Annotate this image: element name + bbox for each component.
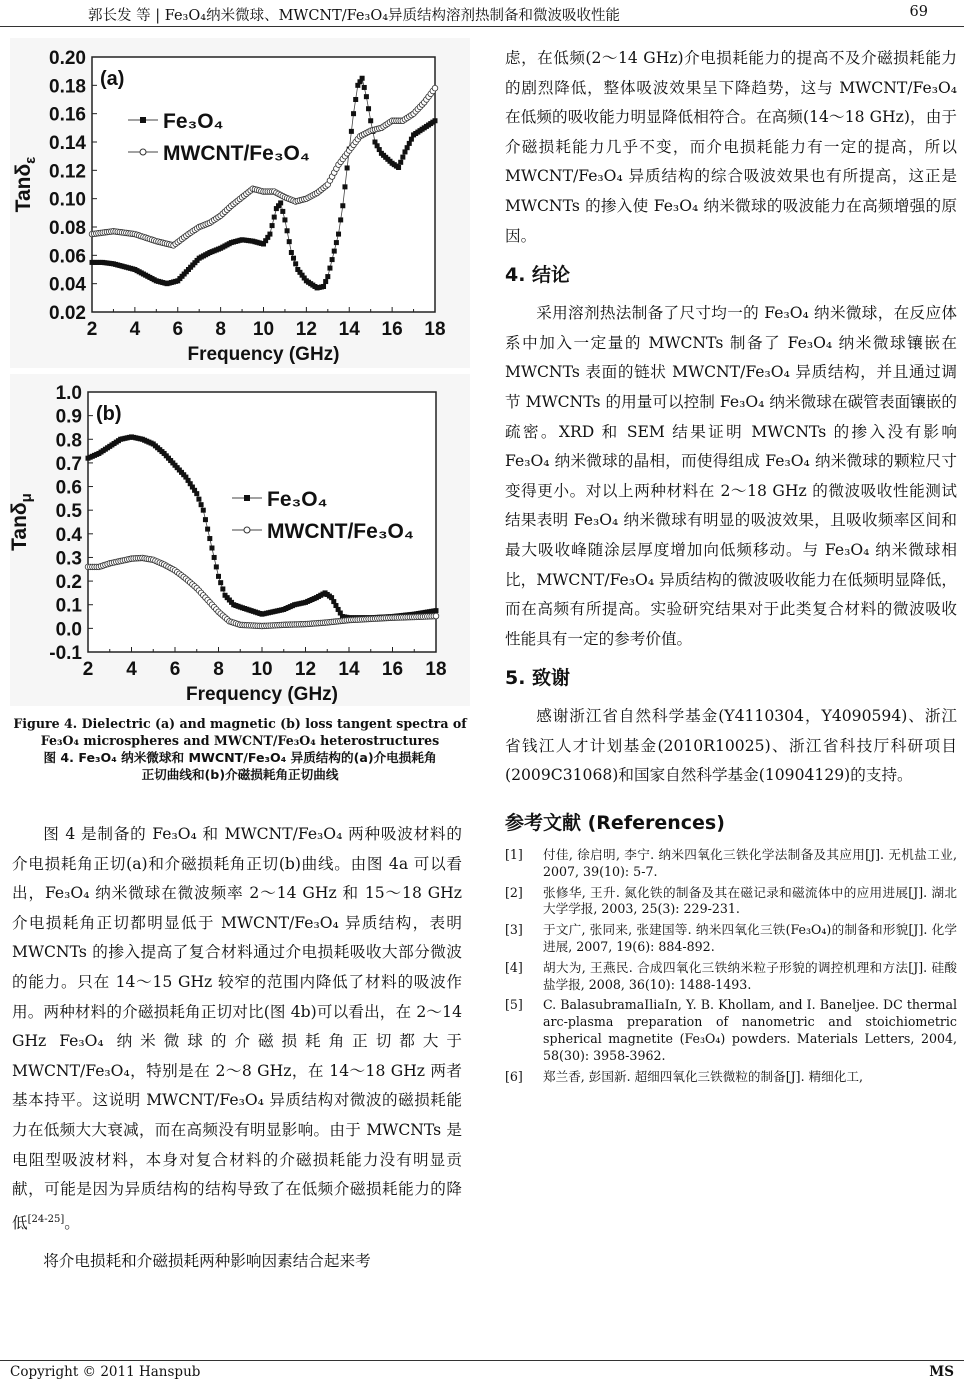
page-number: 69 <box>909 4 928 20</box>
fe3o4-data-point <box>433 118 438 123</box>
x-tick-label: 18 <box>424 319 446 340</box>
legend-circle-marker <box>244 527 250 533</box>
section-heading-references: 参考文献 (References) <box>505 812 725 835</box>
chart-dielectric-loss <box>10 38 470 368</box>
fe3o4-data-point <box>334 240 339 245</box>
paragraph: 虑，在低频(2～14 GHz)介电损耗能力的提高不及介磁损耗能力的剧烈降低，整体吸波效果呈下降趋势，这与 MWCNT/Fe₃O₄ 在低频的吸收能力明显降低相符合。在高频(14～18 GHz)，由于介磁损耗能力几乎不变，而介电损耗能力有一定的提高，所以 MWCNT/Fe₃O₄ 异质结构的综合吸波效果也有所提高，这正是 MWCNTs 的掺入使 Fe₃O₄ 纳米微球的吸波能力在高频增强的原因。 <box>505 49 957 245</box>
section-heading-conclusion: 4. 结论 <box>505 264 571 287</box>
legend-label: Fe₃O₄ <box>267 488 328 511</box>
fe3o4-data-point <box>336 232 341 237</box>
x-tick-label: 16 <box>381 659 404 680</box>
reference-item <box>505 960 957 994</box>
y-axis-label: Tanδ$_\varepsilon$ <box>12 156 39 213</box>
ref-text: 于文广, 张同来, 张建国等. 纳米四氧化三铁(Fe₃O₄)的制备和形貌[J]. 化学进展, 2007, 19(6): 884-892. <box>543 922 957 955</box>
y-tick-label: 0.10 <box>49 189 86 211</box>
x-tick-label: 10 <box>252 319 275 340</box>
fe3o4-data-point <box>201 508 206 513</box>
ref-number: [5] <box>505 997 523 1013</box>
fe3o4-data-point <box>366 106 371 111</box>
fe3o4-data-point <box>400 155 405 160</box>
fe3o4-data-point <box>338 217 343 222</box>
legend-label: MWCNT/Fe₃O₄ <box>267 520 414 543</box>
fe3o4-data-point <box>203 517 208 522</box>
fe3o4-data-point <box>212 555 217 560</box>
fe3o4-data-point <box>351 111 356 116</box>
fe3o4-data-point <box>349 129 354 134</box>
fe3o4-data-point <box>345 165 350 170</box>
y-tick-label: 0.06 <box>49 246 86 268</box>
legend-label: Fe₃O₄ <box>163 110 224 133</box>
fe3o4-data-point <box>220 586 225 591</box>
legend-square-marker <box>244 495 250 501</box>
paragraph: 采用溶剂热法制备了尺寸均一的 Fe₃O₄ 纳米微球，在反应体系中加入一定量的 MWCNTs 制备了 Fe₃O₄ 纳米微球镶嵌在 MWCNTs 表面的链状 MWCNT/Fe₃O₄ 异质结构，并且通过调节 MWCNTs 的用量可以控制 Fe₃O₄ 纳米微球在碳管表面镶嵌的疏密。XRD 和 SEM 结果证明 MWCNTs 的掺入没有影响 Fe₃O₄ 纳米微球的晶相，而使得组成 Fe₃O₄ 纳米微球的颗粒尺寸变得更小。对以上两种材料在 2～18 GHz 的微波吸收性能测试结果表明 Fe₃O₄ 纳米微球有明显的吸波效果，且吸收频率区间和最大吸收峰随涂层厚度增加向低频移动。与 Fe₃O₄ 纳米微球相比，MWCNT/Fe₃O₄ 异质结构的微波吸收能力在低频明显降低，而在高频有所提高。实验研究结果对于此类复合材料的微波吸收性能具有一定的参考价值。 <box>505 304 957 648</box>
paragraph <box>12 820 462 1239</box>
header-rule <box>0 26 964 27</box>
fe3o4-data-point <box>293 261 298 266</box>
fe3o4-data-point <box>289 250 294 255</box>
y-tick-label: 0.12 <box>49 161 86 183</box>
fe3o4-data-point <box>434 608 439 613</box>
fe3o4-data-point <box>323 279 328 284</box>
fe3o4-data-point <box>396 165 401 170</box>
y-axis-label-subscript: μ <box>18 493 35 503</box>
fe3o4-data-point <box>398 160 403 165</box>
left-column <box>12 820 462 1276</box>
x-axis-label: Frequency (GHz) <box>185 684 339 705</box>
y-axis-label: Tanδ$_\mu$ <box>10 493 35 551</box>
x-tick-label: 14 <box>338 659 360 680</box>
ref-number: [3] <box>505 922 523 938</box>
fe3o4-data-point <box>342 184 347 189</box>
fe3o4-data-point <box>285 228 290 233</box>
y-tick-label: 0.20 <box>49 48 86 69</box>
mwcnt-data-point <box>432 85 438 91</box>
y-tick-label: 0.4 <box>55 524 82 546</box>
paragraph-text: 图 4 是制备的 Fe₃O₄ 和 MWCNT/Fe₃O₄ 两种吸波材料的介电损耗角正切(a)和介磁损耗角正切(b)曲线。由图 4a 可以看出，Fe₃O₄ 纳米微球在微波频率 2～14 GHz 和 15～18 GHz 介电损耗角正切都明显低于 MWCNT/Fe₃O₄ 异质结构，表明 MWCNTs 的掺入提高了复合材料通过介电损耗吸收大部分微波的能力。只在 14～15 GHz 较窄的范围内降低了材料的吸波作用。两种材料的介磁损耗角正切对比(图 4b)可以看出，在 2～14 GHz Fe₃O₄ 纳米微球的介磁损耗角正切都大于 MWCNT/Fe₃O₄，特别是在 2～8 GHz，在 14～18 GHz 两者基本持平。这说明 MWCNT/Fe₃O₄ 异质结构对微波的磁损耗能力在低频大大衰减，而在高频没有明显影响。由于 MWCNTs 是电阻型吸波材料，本身对复合材料的介磁损耗能力没有明显贡献，可能是因为异质结构的结构导致了在低频介磁损耗能力的降低 <box>12 825 462 1232</box>
fe3o4-data-point <box>214 564 219 569</box>
fe3o4-data-point <box>325 274 330 279</box>
fe3o4-data-point <box>194 491 199 496</box>
paragraph: 将介电损耗和介磁损耗两种影响因素结合起来考 <box>43 1251 371 1270</box>
legend-square-marker <box>140 117 146 123</box>
y-tick-label: 0.08 <box>49 218 86 239</box>
figure-caption <box>10 715 470 783</box>
fe3o4-data-point <box>282 217 287 222</box>
x-tick-label: 2 <box>86 319 98 340</box>
reference-list <box>505 847 957 1085</box>
x-tick-label: 4 <box>126 659 137 680</box>
figure-4a <box>10 38 470 368</box>
y-axis-label-subscript: ε <box>22 156 39 164</box>
footer-journal: MS <box>929 1364 954 1380</box>
ref-text: 张修华, 王升. 氮化铁的制备及其在磁记录和磁流体中的应用进展[J]. 湖北大学学报, 2003, 25(3): 229-231. <box>543 884 957 917</box>
reference-item <box>505 997 957 1064</box>
fe3o4-data-point <box>340 203 345 208</box>
y-tick-label: 0.9 <box>55 406 82 428</box>
fe3o4-data-point <box>360 76 365 81</box>
fe3o4-data-point <box>218 580 223 585</box>
header-title: 郭长发 等 | Fe₃O₄纳米微球、MWCNT/Fe₃O₄异质结构溶剂热制备和微波吸收性能 <box>88 8 621 24</box>
fe3o4-data-point <box>368 118 373 123</box>
y-tick-label: 0.0 <box>55 619 82 641</box>
y-tick-label: -0.1 <box>49 643 82 664</box>
fe3o4-data-point <box>278 200 283 205</box>
y-tick-label: 0.02 <box>49 303 86 324</box>
fe3o4-data-point <box>353 97 358 102</box>
running-header <box>0 2 964 24</box>
legend-label: MWCNT/Fe₃O₄ <box>163 142 310 165</box>
x-tick-label: 4 <box>129 319 141 340</box>
mwcnt-data-point <box>433 613 439 619</box>
fe3o4-data-point <box>364 94 369 99</box>
fe3o4-data-point <box>216 574 221 579</box>
reference-item <box>505 847 957 881</box>
x-tick-label: 12 <box>294 659 317 680</box>
fe3o4-data-point <box>272 215 277 220</box>
paragraph-text: 。 <box>64 1213 80 1232</box>
y-tick-label: 0.1 <box>55 595 82 617</box>
chart-magnetic-loss <box>10 374 470 706</box>
panel-label: (b) <box>96 403 122 425</box>
ref-text: 郑兰香, 彭国新. 超细四氧化三铁微粒的制备[J]. 精细化工, <box>543 1068 863 1084</box>
reference-item <box>505 885 957 919</box>
fe3o4-data-point <box>330 257 335 262</box>
paragraph: 感谢浙江省自然科学基金(Y4110304，Y4090594)、浙江省钱江人才计划基金(2010R10025)、浙江省科技厅科研项目(2009C31068)和国家自然科学基金(10904129)的支持。 <box>505 707 957 785</box>
fe3o4-data-point <box>199 502 204 507</box>
caption-en: Figure 4. Dielectric (a) and magnetic (b) loss tangent spectra of Fe₃O₄ microspheres and MWCNT/Fe₃O₄ heterostructures <box>13 716 467 748</box>
footer-rule <box>0 1360 964 1361</box>
y-tick-label: 0.14 <box>49 133 86 154</box>
ref-text: 付佳, 徐启明, 李宁. 纳米四氧化三铁化学法制备及其应用[J]. 无机盐工业, 2007, 39(10): 5-7. <box>543 847 957 879</box>
fe3o4-data-point <box>321 284 326 289</box>
y-tick-label: 0.8 <box>55 430 82 452</box>
panel-label: (a) <box>100 68 125 90</box>
y-tick-label: 0.7 <box>55 453 82 475</box>
caption-zh: 图 4. Fe₃O₄ 纳米微球和 MWCNT/Fe₃O₄ 异质结构的(a)介电损耗角正切曲线和(b)介磁损耗角正切曲线 <box>43 750 437 782</box>
fe3o4-data-point <box>291 256 296 261</box>
y-tick-label: 0.5 <box>55 501 82 523</box>
ref-number: [2] <box>505 884 523 900</box>
reference-item <box>505 922 957 956</box>
x-tick-label: 6 <box>169 659 181 680</box>
right-column <box>505 44 957 1089</box>
x-axis-label: Frequency (GHz) <box>187 344 340 365</box>
fe3o4-data-point <box>280 209 285 214</box>
fe3o4-data-point <box>207 536 212 541</box>
fe3o4-data-point <box>270 223 275 228</box>
x-tick-label: 12 <box>295 319 317 340</box>
fe3o4-data-point <box>205 527 210 532</box>
x-tick-label: 2 <box>82 659 94 680</box>
y-tick-label: 0.16 <box>49 104 86 126</box>
ref-number: [4] <box>505 959 523 975</box>
fe3o4-data-point <box>267 232 272 237</box>
ref-text: C. BalasubramaIliaIn, Y. B. Khollam, and I. Baneljee. DC thermal arc-plasma preparation of nanometric and stoichiometric spherical magnetite (Fe₃O₄) powders. Materials Letters, 2004, 58(30): 3958-3962. <box>543 997 957 1063</box>
fe3o4-data-point <box>332 249 337 254</box>
y-tick-label: 0.04 <box>49 274 86 296</box>
y-tick-label: 0.6 <box>55 477 82 499</box>
fe3o4-data-point <box>209 546 214 551</box>
fe3o4-data-point <box>327 266 332 271</box>
citation: [24-25] <box>27 1213 65 1225</box>
fe3o4-data-point <box>287 239 292 244</box>
y-tick-label: 0.3 <box>55 548 82 570</box>
figure-4b <box>10 374 470 706</box>
x-tick-label: 10 <box>251 659 273 680</box>
y-tick-label: 1.0 <box>55 383 82 404</box>
x-tick-label: 6 <box>172 319 184 340</box>
fe3o4-data-point <box>196 497 201 502</box>
y-tick-label: 0.2 <box>55 572 82 594</box>
x-tick-label: 16 <box>381 319 403 340</box>
x-tick-label: 8 <box>213 659 224 680</box>
x-tick-label: 8 <box>215 319 226 340</box>
footer-copyright: Copyright © 2011 Hanspub <box>10 1364 201 1380</box>
ref-text: 胡大为, 王燕民. 合成四氧化三铁纳米粒子形貌的调控机理和方法[J]. 硅酸盐学报, 2008, 36(10): 1488-1493. <box>543 959 957 992</box>
legend-circle-marker <box>140 149 146 155</box>
reference-item <box>505 1069 957 1086</box>
section-heading-acknowledgement: 5. 致谢 <box>505 667 571 690</box>
x-tick-label: 14 <box>338 319 360 340</box>
y-tick-label: 0.18 <box>49 76 86 98</box>
ref-number: [1] <box>505 847 523 863</box>
fe3o4-data-point <box>362 85 367 90</box>
ref-number: [6] <box>505 1068 523 1084</box>
x-tick-label: 18 <box>425 659 447 680</box>
